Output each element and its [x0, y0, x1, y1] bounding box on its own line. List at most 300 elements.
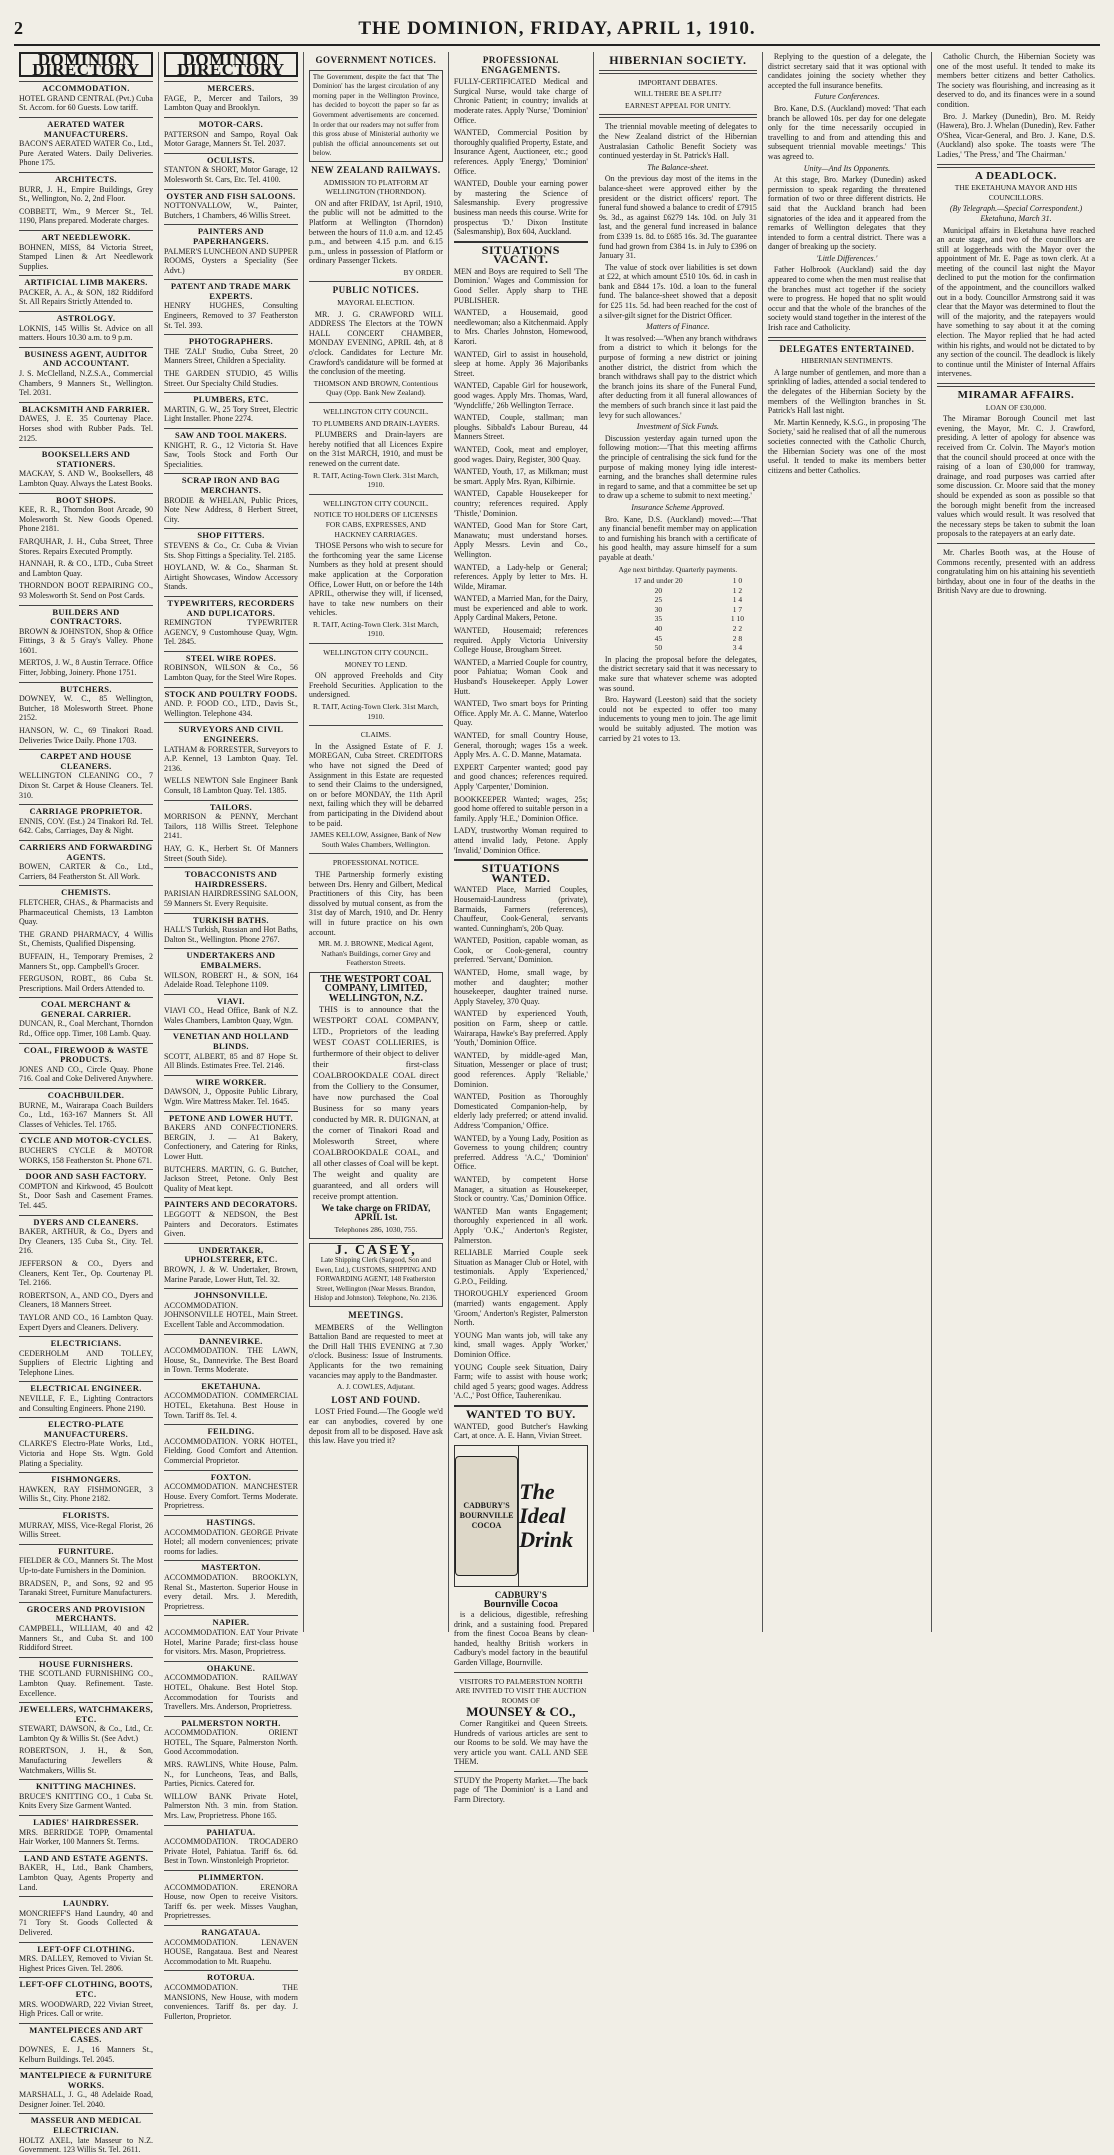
- directory-entry: MARSHALL, J. G., 48 Adelaide Road, Designer Joiner. Tel. 2040.: [19, 2090, 153, 2109]
- directory-entry: MRS. BERRIDGE TOPP, Ornamental Hair Worker, 100 Manners St. Terms.: [19, 1827, 153, 1847]
- age-cell: 40: [654, 624, 663, 634]
- amount-cell: 1 0: [732, 576, 743, 586]
- little-differences-text: Father Holbrook (Auckland) said the day appeared to come when the men must realise that the branches must act together if the society were to progress. He hoped that no split would occur and that the whole of the branches of the society would stand together in the interest of the Irish race and Catholicity.: [767, 265, 926, 333]
- directory-entry: KNIGHT, R. G., 12 Victoria St. Have Saw, Tools Stock and Forth Our Specialities.: [163, 440, 298, 469]
- finance-heading: Matters of Finance.: [646, 322, 710, 332]
- directory-entry: THE 'ZALI' Studio, Cuba Street, 20 Manners Street, Children a Speciality.: [163, 346, 298, 366]
- col6-intro: Replying to the question of a delegate, the district secretary said that it was optional with candidates joining the society whether they accepted the full insurance benefits.: [767, 52, 926, 90]
- sentiments-heading: HIBERNIAN SENTIMENTS.: [801, 356, 893, 366]
- future-heading: Future Conferences.: [814, 92, 880, 102]
- directory-section-title: BUTCHERS.: [19, 682, 153, 695]
- directory-section-title: FISHMONGERS.: [19, 1472, 153, 1485]
- directory-entry: ACCOMMODATION. EAT Your Private Hotel, Marine Parade; first-class house for visitors. Mrs. Mason, Proprietress.: [163, 1627, 298, 1657]
- holders-heading: NOTICE TO HOLDERS OF LICENSES FOR CABS, EXPRESSES, AND HACKNEY CARRIAGES.: [313, 510, 438, 539]
- directory-section-title: LAUNDRY.: [19, 1896, 153, 1909]
- mayoral-sign: THOMSON AND BROWN, Contentious Quay (Opp. Bank New Zealand).: [313, 378, 439, 398]
- insurance-table: [599, 576, 757, 653]
- delegates-heading: DELEGATES ENTERTAINED.: [779, 343, 915, 354]
- vacant-ad: EXPERT Carpenter wanted; good pay and good chances; references required. Apply 'Carpenter,' Dominion.: [453, 762, 588, 791]
- directory-section-title: KNITTING MACHINES.: [19, 1779, 153, 1792]
- holders-text: THOSE Persons who wish to secure for the forthcoming year the same License Numbers as they hold at present should make application at the Corporation Office, Lower Hutt, on or before the 14th APRIL, otherwise they will, if licensed, have to take new numbers on their vehicles.: [308, 541, 443, 618]
- directory-section-title: BUILDERS AND CONTRACTORS.: [19, 605, 153, 627]
- wanted-ad: WANTED Man wants Engagement; thoroughly experienced in all work. Apply 'O.K.,' Anderton's Register, Palmerston.: [453, 1206, 588, 1245]
- directory-section-title: STEEL WIRE ROPES.: [164, 651, 298, 664]
- deadlock-heading: A DEADLOCK.: [975, 169, 1057, 182]
- vacant-ad: WANTED, Housemaid; references required. Apply Victoria University College House, Brougham Street.: [453, 626, 588, 655]
- cocoa-name: Bournville Cocoa: [483, 1599, 558, 1611]
- directory-entry: NOTTONVALLOW, W., Painter, Butchers, 1 Chambers, 46 Willis Street.: [163, 201, 298, 220]
- coal-phones: Telephones 286, 1030, 755.: [334, 1224, 418, 1234]
- directory-entry: HALL'S Turkish, Russian and Hot Baths, Dalton St., Wellington. Phone 2767.: [163, 925, 298, 944]
- wanted-ad: RELIABLE Married Couple seek Situation as Manager Club or Hotel, with testimonials. Apply 'Experienced,' G.P.O., Feilding.: [453, 1248, 588, 1286]
- tin-label: CADBURY'S BOURNVILLE COCOA: [459, 1501, 514, 1530]
- hibernian-intro: The triennial movable meeting of delegates to the New Zealand district of the Hibernian Australasian Catholic Benefit Society was continued yesterday in St. Patrick's Hall.: [598, 122, 757, 161]
- directory-section-title: LADIES' HAIRDRESSER.: [19, 1815, 153, 1828]
- vacant-ad: WANTED, Couple, stallman; man ploughs. Sibbald's Labour Bureau, 44 Manners Street.: [453, 413, 588, 442]
- vacant-ad: WANTED, Two smart boys for Printing Office. Apply Mr. A. C. Manne, Waterloo Quay.: [453, 699, 588, 728]
- hibernian-sub2: WILL THERE BE A SPLIT?: [634, 89, 722, 99]
- divider: [937, 543, 1095, 544]
- amount-cell: 1 4: [732, 595, 743, 605]
- directory-section-title: FOXTON.: [164, 1470, 298, 1483]
- directory-entry: LATHAM & FORRESTER, Surveyors to A.P. Kennel, 13 Lambton Quay. Tel. 2136.: [163, 744, 298, 773]
- divider: [454, 1672, 588, 1673]
- directory-entry: HENRY HUGHES, Consulting Engineers, Removed to 37 Featherston St. Tel. 393.: [163, 301, 298, 330]
- ideal-drink-slogan: The Ideal Drink: [519, 1478, 573, 1552]
- directory-section-title: ART NEEDLEWORK.: [19, 230, 153, 243]
- wanted-ad: WANTED, by middle-aged Man, Situation, Messenger or place of trust; good references. Apply 'Reliable,' Dominion.: [453, 1050, 588, 1089]
- directory-entry: BOHNEN, MISS, 84 Victoria Street, Stamped Linen & Art Needlework Supplies.: [19, 242, 153, 271]
- directory-entry: STEWART, DAWSON, & Co., Ltd., Cr. Lambton Qy & Willis St. (See Advt.): [19, 1724, 153, 1743]
- vacant-ad: BOOKKEEPER Wanted; wages, 25s; good home offered to suitable person in a family. Apply 'H.E.,' Dominion Office.: [453, 794, 588, 823]
- amount-cell: 1 2: [732, 585, 743, 595]
- directory-entry: WILLOW BANK Private Hotel, Palmerston Nth. 3 min. from Station. Mrs. Law, Proprietress. Phone 165.: [163, 1791, 298, 1821]
- divider: [309, 281, 443, 282]
- column-2-directory: [159, 50, 304, 2021]
- divider: [454, 1771, 588, 1772]
- age-cell: 30: [654, 604, 663, 614]
- age-cell: 50: [654, 643, 663, 653]
- plumbers-sign: R. TAIT, Acting-Town Clerk. 31st March, 1910.: [312, 470, 439, 490]
- directory-entry: PATTERSON and Sampo, Royal Oak Motor Garage, Manners St. Tel. 2037.: [163, 129, 298, 149]
- directory-section-title: RANGATAUA.: [164, 1925, 298, 1938]
- directory-section-title: PAINTERS AND DECORATORS.: [164, 1199, 298, 1210]
- wanted-ad: WANTED, Position, capable woman, as Cook, or Cook-general, country preferred. 'Servant,' Dominion.: [453, 936, 588, 965]
- directory-section-title: BUSINESS AGENT, AUDITOR AND ACCOUNTANT.: [19, 347, 153, 369]
- claims-heading: CLAIMS.: [360, 730, 391, 740]
- directory-section-title: BOOKSELLERS AND STATIONERS.: [19, 447, 153, 469]
- directory-entry: STEVENS & Co., Cr. Cuba & Vivian Sts. Shop Fittings a Speciality. Tel. 2185.: [163, 540, 298, 560]
- meetings-sign: A. J. COWLES, Adjutant.: [336, 1382, 415, 1392]
- age-cell: 45: [654, 633, 663, 643]
- professional-notice-heading: PROFESSIONAL NOTICE.: [332, 858, 419, 868]
- rule: [599, 70, 757, 74]
- directory-section-title: BOOT SHOPS.: [19, 493, 153, 506]
- wanted-to-buy-heading: WANTED TO BUY.: [454, 1405, 588, 1420]
- directory-section-title: FEILDING.: [164, 1424, 298, 1437]
- city-council-heading-3: WELLINGTON CITY COUNCIL.: [323, 648, 429, 658]
- directory-entry: FAGE, P., Mercer and Tailors, 39 Lambton Quay and Brooklyn.: [163, 93, 298, 113]
- directory-entry: ACCOMMODATION. THE MANSIONS, New House, with modern conveniences. Tariff 8s. per day. J. Fullerton, Proprietor.: [163, 1982, 298, 2021]
- insurance-heading: Insurance Scheme Approved.: [631, 502, 725, 512]
- directory-entry: MORRISON & PENNY, Merchant Tailors, 118 Willis Street. Telephone 2141.: [163, 812, 298, 841]
- directory-section-title: STOCK AND POULTRY FOODS.: [164, 688, 298, 699]
- directory-section-title: SURVEYORS AND CIVIL ENGINEERS.: [164, 722, 298, 744]
- wanted-ad: WANTED, by a Young Lady, Position as Governess to young children; country preferred. Address 'A.C.,' 'Dominion' Office.: [453, 1133, 588, 1172]
- column-3-notices: [304, 52, 449, 1632]
- directory-entry: FIELDER & CO., Manners St. The Most Up-to-date Furnishers in the Dominion.: [19, 1556, 153, 1575]
- vacant-ad: WANTED, Youth, 17, as Milkman; must be smart. Apply Mrs. Ryan, Kilbirnie.: [453, 467, 588, 486]
- balance-text: On the previous day most of the items in the balance-sheet were approved either by the president or the district officers' report. The funeral fund showed a balance to credit of £7915 9s. 3d., as against £6279 14s. 10d. on July 31 last, and the general fund increased in balance from £339 1s. 8d. to £685 16s. 3d. The guarantee fund had grown from £384 1s. in July to £396 on January 31.: [598, 174, 757, 261]
- column-1-directory: [14, 50, 159, 2155]
- miramar-text: The Miramar Borough Council met last evening, the Mayor, Mr. C. J. Crawford, presiding. A letter of apology for absence was received from Cr. Colvin. The Mayor's motion that the council should proceed at once with the raising of a loan of £30,000 for tramway, drainage, and road purposes was carried after some discussion. Cr. Moore said that the money should be expended as soon as possible so that the borough might benefit from the increased values which would result. It was resolved that the necessary steps be taken to submit the loan proposals to the ratepayers at an early date.: [936, 414, 1095, 539]
- directory-entry: MURRAY, MISS, Vice-Regal Florist, 26 Willis Street.: [19, 1520, 153, 1540]
- directory-entry: BAKER, ARTHUR, & Co., Dyers and Dry Cleaners, 135 Cuba St., City. Tel. 216.: [19, 1227, 153, 1256]
- directory-entry: DUNCAN, R., Coal Merchant, Thorndon Rd., Office opp. Timer, 108 Lamb. Quay.: [19, 1019, 153, 1039]
- rule: [937, 383, 1095, 387]
- cocoa-tin: [455, 1456, 518, 1576]
- insurance-table-row: [599, 576, 757, 586]
- directory-section-title: WIRE WORKER.: [164, 1075, 298, 1088]
- engagement-ad: WANTED, Commercial Position by thoroughly qualified Property, Estate, and Insurance Agent, Auctioneer, etc.; good references. Apply 'Energy,' 'Dominion' Office.: [453, 128, 588, 176]
- directory-section-title: PATENT AND TRADE MARK EXPERTS.: [164, 279, 298, 301]
- directory-entry: BAKERS AND CONFECTIONERS. BERGIN, J. — A1 Bakery, Confectionery, and Catering for Rinks, Lower Hutt.: [163, 1123, 298, 1161]
- directory-entry: KEE, R. R., Thorndon Boot Arcade, 90 Molesworth St. New Goods Opened. Phone 2181.: [19, 505, 153, 534]
- divider: [309, 725, 443, 726]
- public-notices-heading: PUBLIC NOTICES.: [332, 285, 420, 296]
- directory-section-title: PAHIATUA.: [164, 1825, 298, 1838]
- directory-heading-1: DOMINION DIRECTORY: [19, 52, 153, 77]
- directory-entry: PALMER'S LUNCHEON AND SUPPER ROOMS, Oysters a Speciality (See Advt.): [163, 246, 298, 275]
- cocoa-tin-illustration: [455, 1446, 519, 1586]
- mayoral-text: MR. J. G. CRAWFORD WILL ADDRESS The Electors at the TOWN HALL CONCERT CHAMBER, MONDAY EVENING, APRIL 4th, at 8 o'clock. Candidates for Lecture Mr. Crawford's candidature will be formed at the conclusion of the meeting.: [308, 309, 443, 377]
- vacant-ad: WANTED, Girl to assist in household, sleep at home. Apply 36 Majoribanks Street.: [453, 349, 588, 378]
- table-text: In placing the proposal before the delegates, the district secretary said that it was necessary to make sure that whatever scheme was adopted was sound.: [598, 654, 757, 693]
- vacant-ad: LADY, trustworthy Woman required to attend invalid lady, Petone. Apply 'Invalid,' Dominion Office.: [453, 826, 588, 855]
- directory-entry: MRS. WOODWARD, 222 Vivian Street, High Prices. Call or write.: [19, 1999, 153, 2019]
- directory-section-title: LAND AND ESTATE AGENTS.: [19, 1851, 153, 1864]
- city-council-heading: WELLINGTON CITY COUNCIL.: [323, 407, 429, 416]
- directory-section-title: VENETIAN AND HOLLAND BLINDS.: [164, 1029, 298, 1051]
- plumbers-heading: TO PLUMBERS AND DRAIN-LAYERS.: [312, 418, 440, 428]
- deadlock-text: Municipal affairs in Eketahuna have reached an acute stage, and two of the councillors are still at loggerheads with the Mayor over the appointment of Mr. E. Page as town clerk. At a meeting of the council last night the Mayor declined to put the motion for the confirmation of the appointment, and the councillors walked out in a body. Councillor Armstrong said it was clear that the Mayor was determined to flout the will of the majority, and the ratepayers would have something to say about it at the coming election. The Mayor replied that he had acted within his rights, and would not be dictated to by any section of the council. The deadlock is likely to continue until the Minister of Internal Affairs intervenes.: [936, 225, 1095, 379]
- directory-entry: BRODIE & WHELAN, Public Prices, Note New Address, 8 Herbert Street, City.: [163, 495, 298, 524]
- directory-entry: MRS. RAWLINS, White House, Palm. N., for Luncheons, Teas, and Balls, Parties, Picnics. Catered for.: [163, 1760, 298, 1789]
- westport-coal-advert: [309, 972, 443, 1240]
- directory-entry: HAY, G. K., Herbert St. Of Manners Street (South Side).: [163, 843, 298, 863]
- vacant-list: [454, 308, 588, 855]
- insurance-more: Bro. Hayward (Leeston) said that the society could not be expected to offer too many inducements to young men to join. The age limit would be suitably adjusted. The motion was carried by 21 votes to 13.: [598, 695, 757, 743]
- directory-section-title: GROCERS AND PROVISION MERCHANTS.: [19, 1602, 153, 1624]
- directory-section-title: CARPET AND HOUSE CLEANERS.: [19, 749, 153, 771]
- directory-section-title: COAL MERCHANT & GENERAL CARRIER.: [19, 997, 153, 1019]
- directory-entry: J. S. McClelland, N.Z.S.A., Commercial Chambers, 9 Manners St., Wellington. Tel. 2031.: [19, 369, 153, 398]
- directory-entry: CEDERHOLM AND TOLLEY, Suppliers of Electric Lighting and Telephone Lines.: [19, 1348, 153, 1377]
- directory-entry: HANNAH, R. & CO., LTD., Cuba Street and Lambton Quay.: [19, 559, 153, 578]
- vacant-ad: WANTED, Capable Housekeeper for country; references required. Apply 'Thistle,' Dominion.: [453, 489, 588, 518]
- plumbers-text: PLUMBERS and Drain-layers are hereby notified that all Licences Expire on the 31st MARCH, 1910, and must be renewed on the current date.: [308, 430, 443, 468]
- engagement-ad: WANTED, Double your earning power by mastering the Science of Salesmanship. Every progressive business man needs this course. Write for prospectus 'D.' Dixon Institute (Salesmanship), Box 604, Auckland.: [453, 179, 588, 237]
- directory-entry: COBBETT, Wm., 9 Mercer St., Tel. 1190, Plans prepared. Moderate charges.: [19, 206, 153, 226]
- directory-heading-2: DOMINION DIRECTORY: [164, 52, 298, 77]
- amount-cell: 2 2: [732, 624, 743, 634]
- government-boycott-notice: [309, 70, 443, 162]
- directory-section-title: CHEMISTS.: [19, 885, 153, 898]
- sentiments-text: A large number of gentlemen, and more than a sprinkling of ladies, attended a social tendered to the delegates of the Hibernian Society by the members of the Wellington branches in St. Patrick's Hall last night.: [767, 367, 926, 416]
- directory-entry: BACON'S AERATED WATER Co., Ltd., Pure Aerated Waters. Daily Deliveries. Phone 175.: [19, 139, 153, 168]
- railways-sign: BY ORDER.: [403, 267, 443, 277]
- col6-more: Mr. Martin Kennedy, K.S.G., in proposing 'The Society,' said he realised that of all the numerous societies connected with the Catholic Church, the Hibernian Society was one of the most useful. It tended to make its members better citizens and better Catholics.: [767, 417, 926, 475]
- directory-section-title: LEFT-OFF CLOTHING, BOOTS, ETC.: [19, 1979, 153, 1999]
- directory-entry: ACCOMMODATION. YORK HOTEL, Fielding. Good Comfort and Attention. Commercial Proprietor.: [163, 1436, 298, 1466]
- directory-section-title: PLUMBERS, ETC.: [164, 392, 298, 405]
- directory-entry: ACCOMMODATION. MANCHESTER House. Every Comfort. Terms Moderate. Proprietress.: [163, 1482, 298, 1511]
- meetings-heading: MEETINGS.: [348, 1310, 404, 1320]
- cadbury-cocoa-advert: [454, 1445, 588, 1587]
- directory-entry: MONCRIEFF'S Hand Laundry, 40 and 71 Tory St. Goods Collected & Delivered.: [19, 1908, 153, 1937]
- directory-section-title: JEWELLERS, WATCHMAKERS, ETC.: [19, 1704, 153, 1724]
- amount-cell: 2 8: [732, 633, 743, 643]
- directory-entry: JONES AND CO., Circle Quay. Phone 716. Coal and Coke Delivered Anywhere.: [19, 1064, 153, 1084]
- insurance-table-row: [599, 624, 757, 634]
- little-differences-heading: 'Little Differences.': [816, 253, 878, 263]
- directory-section-title: UNDERTAKERS AND EMBALMERS.: [164, 948, 298, 970]
- directory-section-title: MASTERTON.: [164, 1560, 298, 1573]
- coal-take-charge: We take charge on FRIDAY, APRIL 1st.: [321, 1202, 431, 1223]
- rule: [768, 337, 926, 341]
- wanted-ad: THOROUGHLY experienced Groom (married) wants engagement. Apply 'Groom,' Anderton's Register, Palmerston North.: [453, 1289, 588, 1328]
- lost-found-heading: LOST AND FOUND.: [331, 1394, 421, 1405]
- claims-sign: JAMES KELLOW, Assignee, Bank of New South Wales Chambers, Wellington.: [310, 830, 442, 849]
- columns: [14, 50, 1100, 2155]
- directory-entry: TAYLOR AND CO., 16 Lambton Quay. Expert Dyers and Cleaners. Delivery.: [19, 1312, 153, 1332]
- directory-section-title: FURNITURE.: [19, 1544, 153, 1557]
- vacant-ad: WANTED, a Lady-help or General; references. Apply by letter to Mrs. H. Wilde, Miramar.: [453, 562, 588, 591]
- professional-notice-sign: MR. M. J. BROWNE, Medical Agent, Nathan's Buildings, corner Grey and Featherston Streets.: [318, 939, 434, 968]
- directory-entry: DAWSON, J., Opposite Public Library, Wgtn. Wire Mattress Maker. Tel. 1645.: [163, 1087, 298, 1107]
- amount-cell: 3 4: [732, 643, 743, 653]
- directory-section-title: AERATED WATER MANUFACTURERS.: [19, 117, 153, 139]
- directory-entry: ACCOMMODATION. TROCADERO Private Hotel, Pahiatua. Tariff 6s. 6d. Best in Town. Winstonleigh Proprietor.: [163, 1837, 298, 1866]
- directory-section-title: COAL, FIREWOOD & WASTE PRODUCTS.: [19, 1043, 153, 1065]
- directory-entry: PARISIAN HAIRDRESSING SALOON, 59 Manners St. Every Requisite.: [163, 889, 298, 908]
- vacant-ad: WANTED, for small Country House, General, thorough; wages 15s a week. Apply Mrs. A. C. D. Manne, Matamata.: [453, 731, 588, 760]
- directory-section-title: LEFT-OFF CLOTHING.: [19, 1942, 153, 1955]
- directory-entry: ACCOMMODATION. BROOKLYN, Renal St., Masterton. Superior House in every detail. Mrs. J. Meredith, Proprietress.: [163, 1572, 298, 1611]
- directory-entry: LEGGOTT & NEDSON, the Best Painters and Decorators. Estimates Given.: [163, 1209, 298, 1239]
- directory-entry: ROBERTSON, J. H., & Son, Manufacturing Jewellers & Watchmakers, Willis St.: [19, 1746, 153, 1775]
- directory-entry: WELLINGTON CLEANING CO., 7 Dixon St. Carpet & House Cleaners. Tel. 310.: [19, 771, 153, 800]
- claims-text: In the Assigned Estate of F. J. MOREGAN, Cuba Street. CREDITORS who have not signed the Deed of Assignment in this Estate are requested to send their Claims to the undersigned, on or before MONDAY, the 11th April next, failing which they will be debarred from participating in the Dividend about to be paid.: [308, 741, 443, 828]
- directory-entry: FERGUSON, ROBT., 86 Cuba St. Prescriptions. Mail Orders Attended to.: [19, 974, 153, 993]
- directory-section-title: DANNEVIRKE.: [164, 1334, 298, 1347]
- directory-section-title: SCRAP IRON AND BAG MERCHANTS.: [164, 473, 298, 495]
- directory-entry: WELLS NEWTON Sale Engineer Bank Consult, 18 Lambton Quay. Tel. 1385.: [163, 776, 298, 795]
- directory-section-title: PALMERSTON NORTH.: [164, 1716, 298, 1729]
- deadlock-telegraph: (By Telegraph.—Special Correspondent.) Eketahuna, March 31.: [949, 204, 1083, 223]
- directory-entry: ACCOMMODATION. COMMERCIAL HOTEL, Eketahuna. Best House in Town. Tariff 8s. Tel. 4.: [163, 1391, 298, 1420]
- directory-section-title: MOTOR-CARS.: [164, 117, 298, 130]
- directory-section-title: MANTELPIECES AND ART CASES.: [19, 2023, 153, 2045]
- insurance-table-row: [599, 595, 757, 605]
- directory-section-title: TYPEWRITERS, RECORDERS AND DUPLICATORS.: [164, 596, 298, 618]
- mounsey-text: Corner Rangitikei and Queen Streets. Hundreds of various articles are sent to our Rooms to be sold. We may have the very article you want. CALL AND SEE THEM.: [453, 1718, 588, 1767]
- rule: [599, 114, 757, 118]
- future-text: Bro. Kane, D.S. (Auckland) moved: 'That each branch be allowed 10s. per day for one delegate only for the time necessarily occupied in travelling to and from and attending this and subsequent triennial movable meetings.' This was agreed to.: [767, 103, 926, 161]
- vacant-ad: WANTED, a Married Couple for country, poor Pahiatua; Woman Cook and Husband's Housekeeper. Apply Lower Hutt.: [453, 657, 588, 696]
- directory-entry: MACKAY, S. AND W., Booksellers, 48 Lambton Quay. Always the Latest Books.: [19, 469, 153, 488]
- directory-entry: THE SCOTLAND FURNISHING CO., Lambton Quay. Refinement. Taste. Excellence.: [19, 1669, 153, 1698]
- directory-section-title: TURKISH BATHS.: [164, 913, 298, 926]
- divider: [309, 643, 443, 644]
- directory-entry: VIAVI CO., Head Office, Bank of N.Z. Wales Chambers, Lambton Quay, Wgtn.: [163, 1006, 298, 1025]
- directory-section-title: UNDERTAKER, UPHOLSTERER, ETC.: [164, 1243, 298, 1265]
- cocoa-text: is a delicious, digestible, refreshing drink, and a sustaining food. Prepared from the finest Cocoa Beans by clean-handed, healthy British workers in Cadbury's model factory in the beautiful Garden Village, Bournville.: [453, 1609, 588, 1667]
- column-5-hibernian: [594, 52, 763, 1632]
- wanted-ad: WANTED, Home, small wage, by mother and daughter; mother housekeeper, daughter trained nurse. Apply Staveley, 370 Quay.: [453, 968, 588, 1006]
- holders-sign: R. TAIT, Acting-Town Clerk. 31st March, 1910.: [312, 619, 439, 639]
- directory-entry: WILSON, ROBERT H., & SON, 164 Adelaide Road. Telephone 1109.: [163, 970, 298, 990]
- directory-section-title: ACCOMMODATION.: [19, 81, 153, 94]
- directory-entry: LOKNIS, 145 Willis St. Advice on all matters. Hours 10.30 a.m. to 9 p.m.: [19, 323, 153, 343]
- directory-section-title: ROTORUA.: [164, 1970, 298, 1983]
- insurance-table-row: [599, 605, 757, 615]
- table-caption: Age next birthday. Quarterly payments.: [618, 564, 738, 574]
- directory-section-title: MASSEUR AND MEDICAL ELECTRICIAN.: [19, 2113, 153, 2135]
- insurance-table-row: [599, 586, 757, 596]
- directory-section-title: CARRIAGE PROPRIETOR.: [19, 804, 153, 817]
- divider: [309, 402, 443, 403]
- directory-section-title: ARCHITECTS.: [19, 172, 153, 185]
- deadlock-subheading: THE EKETAHUNA MAYOR AND HIS COUNCILLORS.: [954, 183, 1078, 202]
- vacant-intro: MEN and Boys are required to Sell 'The Dominion.' Wages and Commission for Good Seller. Apply sharp to THE PUBLISHER.: [453, 266, 588, 305]
- toasts-text: Bro. J. Markey (Dunedin), Bro. M. Reidy (Hawera), Bro. J. Whelan (Dunedin), Rev. Father O'Shea, Vicar-General, and Bro. J. Kane, D.S. (Auckland) also spoke. The toasts were 'The Ladies,' 'The Press,' and 'The Chairman.': [936, 111, 1095, 159]
- engagement-ad: FULLY-CERTIFICATED Medical and Surgical Nurse, would take charge of Chronic Patient; in country; invalids at moderate rates. Apply 'Nurse,' 'Dominion' Office.: [453, 77, 588, 125]
- directory-entry: ENNIS, COY. (Est.) 24 Tinakori Rd. Tel. 642. Cabs, Carriages, Day & Night.: [19, 816, 153, 836]
- directory-entry: MERTOS, J. W., 8 Austin Terrace. Office Fitter, Jobbing, Joinery. Phone 1751.: [19, 658, 153, 678]
- directory-section-title: ELECTRICAL ENGINEER.: [19, 1381, 153, 1394]
- directory-section-title: NAPIER.: [164, 1615, 298, 1628]
- directory-section-title: HOUSE FURNISHERS.: [19, 1657, 153, 1670]
- city-council-heading-2: WELLINGTON CITY COUNCIL.: [323, 498, 429, 508]
- government-notices-heading: GOVERNMENT NOTICES.: [315, 55, 437, 65]
- newspaper-title: THE DOMINION, FRIDAY, APRIL 1, 1910.: [358, 18, 756, 39]
- directory-section-title: PETONE AND LOWER HUTT.: [164, 1111, 298, 1124]
- directory-entry: ACCOMMODATION. JOHNSONVILLE HOTEL, Main Street. Excellent Table and Accommodation.: [163, 1300, 298, 1329]
- divider: [309, 853, 443, 854]
- directory-entry: BRUCE'S KNITTING CO., 1 Cuba St. Knits Every Size Garment Wanted.: [19, 1791, 153, 1811]
- directory-entry: CLARKE'S Electro-Plate Works, Ltd., Victoria and Hope Sts. Wgtn. Gold Plating a Speciality.: [19, 1439, 153, 1468]
- column-7-news: [932, 52, 1100, 1632]
- directory-entry: DAWES, J. E. 35 Courtenay Place. Horses shod with Rubber Pads. Tel. 2125.: [19, 414, 153, 443]
- directory-section-title: ARTIFICIAL LIMB MAKERS.: [19, 275, 153, 288]
- visitors-text: VISITORS TO PALMERSTON NORTH ARE INVITED TO VISIT THE AUCTION ROOMS OF: [455, 1676, 587, 1705]
- directory-entry: NEVILLE, F. E., Lighting Contractors and Consulting Engineers. Phone 2190.: [19, 1394, 153, 1413]
- directory-entry: COMPTON and Kirkwood, 45 Boulcott St., Door Sash and Casement Frames. Tel. 445.: [19, 1181, 153, 1210]
- lost-text: LOST Fried Found.—The Google we'd ear can anybodies, covered by one deposit from all to be disposed. Have ask this law. Have you tried it?: [308, 1407, 443, 1446]
- casey-advert: [309, 1243, 443, 1307]
- directory-section-title: SAW AND TOOL MAKERS.: [164, 428, 298, 441]
- directory-section-title: PAINTERS AND PAPERHANGERS.: [164, 224, 298, 246]
- balance-heading: The Balance-sheet.: [647, 162, 709, 172]
- hibernian-sub3: EARNEST APPEAL FOR UNITY.: [624, 100, 731, 110]
- directory-entry: FLETCHER, CHAS., & Pharmacists and Pharmaceutical Chemists, 13 Lambton Quay.: [19, 897, 153, 927]
- meetings-text: MEMBERS of the Wellington Battalion Band are requested to meet at the Drill Hall THIS EVENING at 7.30 o'clock. Business: Issue of Instruments. Applicants for the two remaining vacancies may apply to the Bandmaster.: [308, 1322, 443, 1380]
- wanted-ad: WANTED by experienced Youth, position on Farm, sheep or cattle. Wairarapa, Hawke's Bay preferred. Apply 'Youth,' Dominion Office.: [453, 1009, 588, 1048]
- directory-entry: ACCOMMODATION. ORIENT HOTEL, The Square, Palmerston North. Good Accommodation.: [163, 1728, 298, 1757]
- directory-entry: BROWN & JOHNSTON, Shop & Office Fittings, 3 & 5 Gray's Valley. Phone 1601.: [19, 626, 153, 655]
- directory-entry: BURNE, M., Wairarapa Coach Builders Co., Ltd., 163-167 Manners St. All Classes of Vehicles. Tel. 1765.: [19, 1100, 153, 1129]
- directory-entry: ROBERTSON, A., AND CO., Dyers and Cleaners, 18 Manners Street.: [19, 1290, 153, 1310]
- amount-cell: 1 7: [732, 604, 743, 614]
- directory-entry: DOWNEY, W. C., 85 Wellington, Butcher, 18 Molesworth Street. Phone 2152.: [19, 694, 153, 723]
- unity-heading: Unity—And Its Opponents.: [803, 163, 891, 173]
- professional-engagements-heading: PROFESSIONAL ENGAGEMENTS.: [481, 55, 561, 75]
- vacant-ad: WANTED, Good Man for Store Cart, Manawatu; must understand horses. Apply Messrs. Levin and Co., Wellington.: [453, 521, 588, 559]
- directory-entry: REMINGTON TYPEWRITER AGENCY, 9 Customhouse Quay, Wgtn. Tel. 2845.: [163, 618, 298, 647]
- directory-entry: THORNDON BOOT REPAIRING CO., 93 Molesworth St. Send on Post Cards.: [19, 581, 153, 600]
- wanted-list: [454, 885, 588, 1401]
- money-text: ON approved Freeholds and City Freehold Securities. Application to the undersigned.: [308, 671, 443, 700]
- directory-entry: HOYLAND, W. & Co., Sharman St. Airtight Showcases, Window Accessory Stands.: [163, 563, 298, 592]
- directory-section-title: DOOR AND SASH FACTORY.: [19, 1169, 153, 1182]
- railways-text: ON and after FRIDAY, 1st April, 1910, the public will not be admitted to the Platform at Wellington (Thorndon) between the hours of 11.0 a.m. and 12.45 p.m., and between 4.15 p.m. and 6.15 p.m., unless in possession of Platform or ordinary Passenger Tickets.: [308, 198, 443, 266]
- directory-entry: BUCHER'S CYCLE & MOTOR WORKS, 158 Featherston St. Phone 671.: [19, 1146, 153, 1165]
- directory-entry: BOWEN, CARTER & Co., Ltd., Carriers, 84 Featherston St. All Work.: [19, 862, 153, 881]
- directory-entry: MRS. DALLEY, Removed to Vivian St. Highest Prices Given. Tel. 2806.: [19, 1954, 153, 1973]
- directory-section-title: PHOTOGRAPHERS.: [164, 334, 298, 347]
- directory-section-title: PLIMMERTON.: [164, 1870, 298, 1883]
- vacant-ad: WANTED, Capable Girl for housework, good wages. Apply Mrs. Thomas, Ward, 'Wyndcliffe,' 26b Wellington Terrace.: [453, 381, 588, 410]
- wanted-ad: WANTED Place, Married Couples, Housemaid-Laundress (private), Barmaids, Farmers (references), Chauffeur, Cook-General, servants wanted. Cunningham's, 20b Quay.: [453, 885, 588, 933]
- vacant-ad: WANTED, a Housemaid, good needlewoman; also a Kitchenmaid. Apply to Mrs. Charles Johnston, Homewood, Karori.: [453, 308, 588, 347]
- insurance-text: Bro. Kane, D.S. (Auckland) moved:—'That any financial benefit member may on application to and furnishing his branch with a certificate of his good health, may assure himself for a sum payable at death.': [598, 514, 757, 562]
- page-number: 2: [14, 18, 23, 38]
- hibernian-heading: HIBERNIAN SOCIETY.: [609, 53, 747, 67]
- directory-section-title: EKETAHUNA.: [164, 1379, 298, 1392]
- directory-entry: THE GARDEN STUDIO, 45 Willis Street. Our Specialty Child Studies.: [163, 369, 298, 388]
- directory-entry: ACCOMMODATION. THE LAWN, House, St., Dannevirke. The Best Board in Town. Terms Moderate.: [163, 1346, 298, 1375]
- directory-section-title: CYCLE AND MOTOR-CYCLES.: [20, 1135, 152, 1146]
- miramar-more: Mr. Charles Booth was, at the House of Commons recently, presented with an address congratulating him on his attaining his seventieth birthday, about one in four of the deaths in the British Navy are due to drowning.: [936, 547, 1095, 596]
- wanted-ad: YOUNG Couple seek Situation, Dairy Farm; wife to assist with house work; child aged 5 years; good wages. Address 'A.C.,' Post Office, Tauherenikau.: [453, 1362, 588, 1401]
- boycott-text: The Government, despite the fact that 'The Dominion' has the largest circulation of any morning paper in the Wellington Province, has decided to boycott the paper so far as Government advertisements are concerned. In order that our readers may not suffer from this gross abuse of Ministerial authority we publish the official announcements set out below.: [312, 72, 439, 158]
- column-4-engagements: [449, 52, 594, 1805]
- directory-entry: BAKER, H., Ltd., Bank Chambers, Lambton Quay, Agents Property and Land.: [19, 1863, 153, 1892]
- hibernian-sub1: IMPORTANT DEBATES.: [638, 77, 718, 87]
- directory-section-title: VIAVI.: [164, 994, 298, 1007]
- finance-text: It was resolved:—'When any branch withdraws from a district to which it belongs for the purpose of forming a new district or joining another district, the district from which the branch withdraws shall pay to the district which the branch joins its share of the Funeral Fund, after deducting from it all funeral allowances of the members of such branch since it last paid the levy for such allowances.': [598, 333, 757, 420]
- col7-intro: Catholic Church, the Hibernian Society was one of the most useful. It tended to make its members better citizens and better Catholics. The society was flourishing, and increasing as it deserved to do, and its finances were in a sound condition.: [936, 52, 1095, 109]
- vacant-ad: WANTED, a Married Man, for the Dairy, must be experienced and able to work. Apply Cardinal Makers, Petone.: [453, 594, 588, 623]
- sick-funds-heading: Investment of Sick Funds.: [636, 422, 719, 432]
- directory-entry: HOLTZ AXEL, late Masseur to N.Z. Government. 123 Willis St. Tel. 2611.: [19, 2135, 153, 2155]
- directory-entry: BROWN, J. & W. Undertaker, Brown, Marine Parade, Lower Hutt, Tel. 32.: [163, 1264, 298, 1284]
- divider: [309, 494, 443, 495]
- wanted-ad: YOUNG Man wants job, will take any kind, small wages. Apply 'Worker,' Dominion Office.: [453, 1330, 588, 1360]
- directory-list-2: [164, 81, 298, 2021]
- cocoa-brand: CADBURY'S: [494, 1589, 547, 1600]
- directory-entry: FARQUHAR, J. H., Cuba Street, Three Stores. Repairs Executed Promptly.: [19, 536, 153, 556]
- age-cell: 20: [654, 585, 663, 595]
- engagements-list: [454, 77, 588, 237]
- directory-entry: HANSON, W. C., 69 Tinakori Road. Deliveries Twice Daily. Phone 1703.: [19, 726, 153, 745]
- directory-entry: BRADSEN, P., and Sons, 92 and 95 Taranaki Street, Furniture Manufacturers.: [19, 1578, 153, 1598]
- directory-entry: SCOTT, ALBERT, 85 and 87 Hope St. All Blinds. Estimates Free. Tel. 2146.: [163, 1051, 298, 1071]
- mounsey-name: MOUNSEY & CO.,: [466, 1704, 576, 1720]
- coal-text: THIS is to announce that the WESTPORT COAL COMPANY, LTD., Proprietors of the leading WEST COAST COLLIERIES, is furthermore of their object to deliver their first-class COALBROOKDALE COAL direct from the Colliery to the Consumer, have now purchased the Coal Business for so many years conducted by MR. R. DUIGNAN, at the corner of Tinakori Road and Molesworth Street, where COALBROOKDALE COAL, and all other classes of Coal will be kept. The weight and quality are guaranteed, and all orders will receive prompt attention.: [312, 1003, 439, 1201]
- directory-entry: ROBINSON, WILSON & Co., 56 Lambton Quay, for the Steel Wire Ropes.: [163, 663, 298, 683]
